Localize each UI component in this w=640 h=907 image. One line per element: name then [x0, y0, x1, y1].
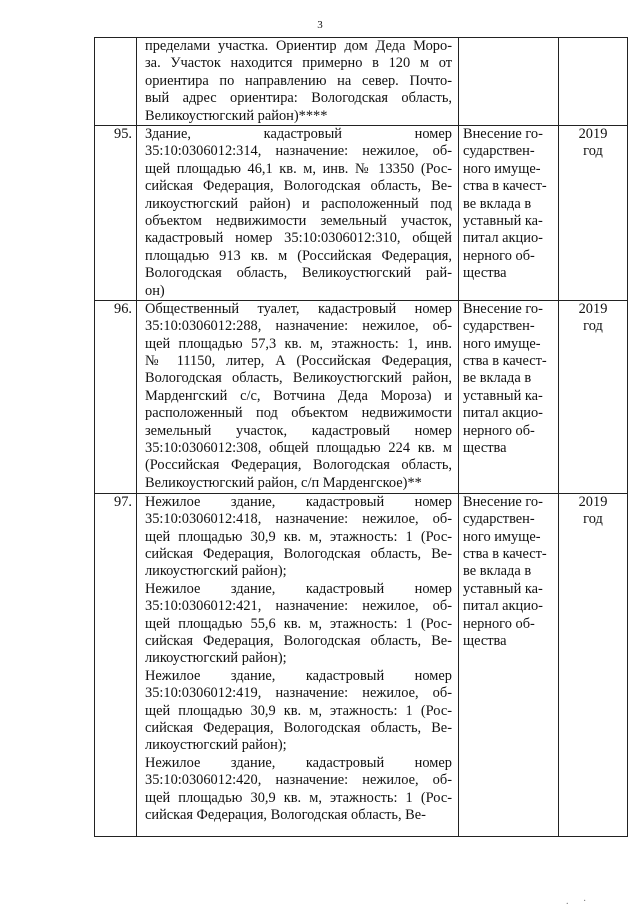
table-row	[95, 38, 628, 126]
item-number-cell	[95, 493, 137, 836]
table-row	[95, 493, 628, 836]
property-table	[94, 37, 628, 837]
description-line: расположенный под объектом недвижимости	[145, 405, 452, 422]
description-line: щей площадью 30,9 кв. м, этажность: 1 (Рос-	[145, 702, 452, 719]
action-line: сударствен-	[463, 318, 535, 335]
description-line: Великоустюгский район)****	[145, 107, 328, 124]
description-line: 35:10:0306012:288, назначение: нежилое, об-	[145, 318, 452, 335]
description-line: Марденгский с/с, Вотчина Деда Мороза) и	[145, 387, 452, 404]
description-line: № 11150, литер, А (Российская Федерация,	[145, 353, 452, 370]
item-number: 95.	[114, 126, 132, 142]
page-number: 3	[317, 19, 323, 31]
year-line: 2019	[578, 300, 608, 317]
description-line: земельный участок, кадастровый номер	[145, 422, 452, 439]
year-line: год	[583, 143, 603, 160]
action-line: сударствен-	[463, 511, 535, 528]
description-line: он)	[145, 282, 165, 299]
action-cell	[459, 38, 559, 126]
year-cell	[559, 38, 628, 126]
action-line: нерного об-	[463, 615, 535, 632]
description-line: 35:10:0306012:420, назначение: нежилое, об-	[145, 772, 452, 789]
action-line: Внесение го-	[463, 493, 543, 510]
action-cell	[459, 126, 559, 301]
table-row	[95, 300, 628, 493]
description-line: Вологодская область, Великоустюгский рай-	[145, 265, 452, 282]
description-line: сийская Федерация, Вологодская область, Ве-	[145, 546, 452, 563]
action-line: нерного об-	[463, 422, 535, 439]
table-row	[95, 126, 628, 301]
description-line: объектом недвижимости земельный участок,	[145, 212, 452, 229]
action-line: Внесение го-	[463, 126, 543, 142]
action-line: питал акцио-	[463, 598, 543, 615]
action-line: ства в качест-	[463, 178, 547, 195]
description-line: Нежилое здание, кадастровый номер	[145, 667, 452, 684]
description-line: площадью 913 кв. м (Российская Федерация,	[145, 247, 452, 264]
description-line: Вологодская область, Великоустюгский район,	[145, 370, 452, 387]
year-line: год	[583, 318, 603, 335]
description-line: щей площадью 30,9 кв. м, этажность: 1 (Рос-	[145, 789, 452, 806]
description-line: сийская Федерация, Вологодская область, Ве-	[145, 633, 452, 650]
description-line: щей площадью 55,6 кв. м, этажность: 1 (Рос-	[145, 615, 452, 632]
description-line: Великоустюгский район, с/п Марденгское)**	[145, 474, 422, 491]
description-line: пределами участка. Ориентир дом Деда Моро-	[145, 38, 452, 54]
description-cell	[137, 493, 459, 836]
action-line: ве вклада в	[463, 563, 532, 580]
description-line: Нежилое здание, кадастровый номер	[145, 493, 452, 510]
action-line: ного имуще-	[463, 335, 541, 352]
description-line: (Российская Федерация, Вологодская область,	[145, 457, 452, 474]
description-line: щей площадью 30,9 кв. м, этажность: 1 (Рос-	[145, 528, 452, 545]
year-line: 2019	[578, 493, 608, 510]
action-line: питал акцио-	[463, 405, 543, 422]
description-line: кадастровый номер 35:10:0306012:310, общей	[145, 230, 452, 247]
action-line: сударствен-	[463, 143, 535, 160]
description-line: Здание, кадастровый номер	[145, 126, 452, 142]
action-line: ства в качест-	[463, 353, 547, 370]
year-line: год	[583, 511, 603, 528]
year-cell	[559, 300, 628, 493]
description-line: ликоустюгский район);	[145, 563, 287, 580]
description-line: сийская Федерация, Вологодская область, Ве-	[145, 719, 452, 736]
year-cell	[559, 126, 628, 301]
item-number	[95, 38, 132, 55]
description-line: ориентира по направлению на север. Почто-	[145, 72, 452, 89]
item-number: 96.	[114, 300, 132, 317]
description-line: Нежилое здание, кадастровый номер	[145, 754, 452, 771]
scan-mark: .	[566, 896, 569, 907]
description-line: 35:10:0306012:308, общей площадью 224 кв. м	[145, 440, 452, 457]
description-line: Общественный туалет, кадастровый номер	[145, 300, 452, 317]
description-line: сийская Федерация, Вологодская область, Ве-	[145, 178, 452, 195]
description-line: ликоустюгский район);	[145, 737, 287, 754]
description-line: 35:10:0306012:314, назначение: нежилое, об-	[145, 143, 452, 160]
action-line: ве вклада в	[463, 195, 532, 212]
action-line: ве вклада в	[463, 370, 532, 387]
action-line: щества	[463, 440, 507, 457]
action-line: ного имуще-	[463, 160, 541, 177]
description-line: за. Участок находится примерно в 120 м от	[145, 55, 452, 72]
scan-mark: ·	[583, 896, 587, 907]
year-cell	[559, 493, 628, 836]
item-number-cell	[95, 38, 137, 126]
description-cell	[137, 126, 459, 301]
action-line: уставный ка-	[463, 212, 543, 229]
description-line: сийская Федерация, Вологодская область, Ве-	[145, 806, 426, 823]
description-line: 35:10:0306012:421, назначение: нежилое, об-	[145, 598, 452, 615]
description-line: Нежилое здание, кадастровый номер	[145, 580, 452, 597]
description-line: щей площадью 57,3 кв. м, этажность: 1, инв.	[145, 335, 452, 352]
action-cell	[459, 300, 559, 493]
action-line: нерного об-	[463, 247, 535, 264]
item-number: 97.	[114, 493, 132, 510]
action-line: ства в качест-	[463, 546, 547, 563]
description-cell	[137, 300, 459, 493]
action-line: питал акцио-	[463, 230, 543, 247]
action-line: щества	[463, 265, 507, 282]
description-line: 35:10:0306012:418, назначение: нежилое, об-	[145, 511, 452, 528]
description-line: щей площадью 46,1 кв. м, инв. № 13350 (Рос-	[145, 160, 452, 177]
item-number-cell	[95, 300, 137, 493]
year-line: 2019	[578, 126, 608, 142]
description-line: вый адрес ориентира: Вологодская область,	[145, 90, 452, 107]
action-line: ного имуще-	[463, 528, 541, 545]
action-cell	[459, 493, 559, 836]
description-line: 35:10:0306012:419, назначение: нежилое, об-	[145, 685, 452, 702]
item-number-cell	[95, 126, 137, 301]
action-line: уставный ка-	[463, 580, 543, 597]
description-line: ликоустюгский район) и расположенный под	[145, 195, 452, 212]
description-cell	[137, 38, 459, 126]
action-line: уставный ка-	[463, 387, 543, 404]
action-line: щества	[463, 633, 507, 650]
description-line: ликоустюгский район);	[145, 650, 287, 667]
action-line: Внесение го-	[463, 300, 543, 317]
